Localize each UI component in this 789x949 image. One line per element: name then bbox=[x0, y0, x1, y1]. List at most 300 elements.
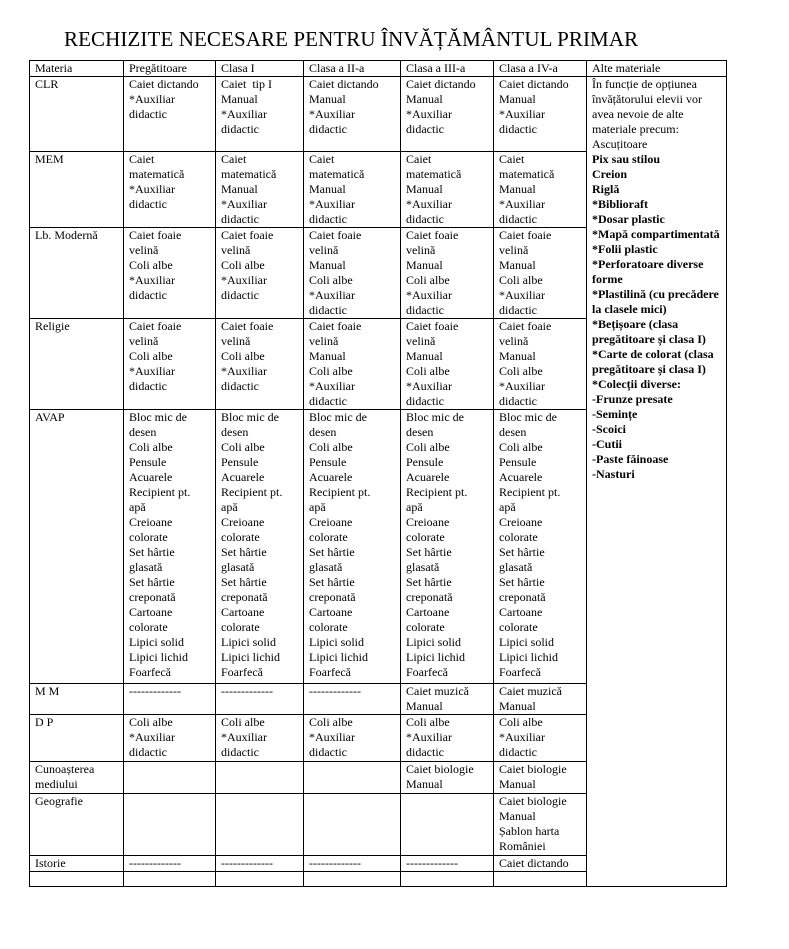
supply-item: Caiet dictando bbox=[129, 77, 199, 91]
supply-item: ------------- bbox=[309, 856, 361, 870]
supply-item: didactic bbox=[499, 212, 537, 226]
supply-item: velină bbox=[129, 334, 159, 348]
supply-item: Foarfecă bbox=[221, 665, 263, 679]
supply-item: Caiet muzică bbox=[406, 684, 469, 698]
supply-item: Coli albe bbox=[499, 273, 543, 287]
supply-item: *Auxiliar bbox=[309, 197, 355, 211]
supply-item: Coli albe bbox=[499, 440, 543, 454]
supply-item: Recipient pt. bbox=[406, 485, 468, 499]
supply-cell bbox=[124, 762, 216, 794]
supply-cell bbox=[494, 715, 587, 762]
subject-name: CLR bbox=[35, 77, 59, 91]
column-header: Alte materiale bbox=[587, 61, 727, 77]
supply-item: Coli albe bbox=[309, 364, 353, 378]
supply-item: apă bbox=[129, 500, 146, 514]
supply-cell bbox=[124, 794, 216, 856]
supply-cell bbox=[124, 715, 216, 762]
supply-item: didactic bbox=[129, 288, 167, 302]
supply-item: *Auxiliar bbox=[129, 273, 175, 287]
supply-cell bbox=[124, 872, 216, 887]
supply-item: Caiet muzică bbox=[499, 684, 562, 698]
subject-cell bbox=[30, 794, 124, 856]
supply-item: desen bbox=[499, 425, 527, 439]
column-header: Materia bbox=[30, 61, 124, 77]
supply-item: velină bbox=[221, 243, 251, 257]
supply-item: Caiet dictando bbox=[309, 77, 379, 91]
supply-cell bbox=[124, 152, 216, 228]
supply-item: glasată bbox=[309, 560, 343, 574]
supply-item: Set hârtie bbox=[499, 575, 545, 589]
supply-item: Manual bbox=[499, 809, 536, 823]
supply-item: Acuarele bbox=[221, 470, 265, 484]
other-material-item: *Dosar plastic bbox=[592, 212, 665, 226]
supply-item: didactic bbox=[221, 379, 259, 393]
supply-item: Caiet dictando bbox=[499, 856, 569, 870]
subject-cell bbox=[30, 684, 124, 715]
supply-item: Bloc mic de bbox=[309, 410, 367, 424]
supply-item: *Auxiliar bbox=[499, 107, 545, 121]
supply-item: Lipici lichid bbox=[406, 650, 465, 664]
supply-item: Set hârtie bbox=[221, 575, 267, 589]
supply-item: didactic bbox=[406, 745, 444, 759]
supply-cell bbox=[401, 872, 494, 887]
supply-cell bbox=[124, 319, 216, 410]
supply-item: Coli albe bbox=[221, 715, 265, 729]
column-header: Pregătitoare bbox=[124, 61, 216, 77]
subject-name: MEM bbox=[35, 152, 64, 166]
supply-item: Caiet bbox=[499, 152, 525, 166]
supply-cell bbox=[216, 872, 304, 887]
supply-item: colorate bbox=[499, 530, 538, 544]
supply-item: *Auxiliar bbox=[499, 197, 545, 211]
supply-item: Manual bbox=[406, 92, 443, 106]
supply-item: Manual bbox=[499, 92, 536, 106]
supply-item: Pensule bbox=[129, 455, 167, 469]
supply-item: velină bbox=[499, 243, 529, 257]
supply-item: Creioane bbox=[406, 515, 450, 529]
supply-item: Manual bbox=[406, 777, 443, 791]
supply-item: didactic bbox=[309, 303, 347, 317]
supply-item: Manual bbox=[406, 182, 443, 196]
supply-cell bbox=[494, 856, 587, 872]
supply-cell bbox=[304, 715, 401, 762]
supplies-table bbox=[29, 60, 727, 887]
other-material-item: Creion bbox=[592, 167, 628, 181]
supply-cell bbox=[216, 319, 304, 410]
supply-cell bbox=[401, 319, 494, 410]
subject-name: D P bbox=[35, 715, 54, 729]
supply-item: Pensule bbox=[309, 455, 347, 469]
supply-item: didactic bbox=[309, 212, 347, 226]
supply-cell bbox=[124, 684, 216, 715]
supply-item: Recipient pt. bbox=[129, 485, 191, 499]
supply-item: apă bbox=[309, 500, 326, 514]
supply-cell bbox=[124, 77, 216, 152]
supply-cell bbox=[494, 684, 587, 715]
supply-cell bbox=[494, 77, 587, 152]
supply-cell bbox=[401, 228, 494, 319]
supply-item: Caiet biologie bbox=[499, 762, 567, 776]
supply-item: Coli albe bbox=[499, 715, 543, 729]
supply-item: velină bbox=[499, 334, 529, 348]
subject-name: Geografie bbox=[35, 794, 83, 808]
supply-item: didactic bbox=[221, 288, 259, 302]
supply-item: didactic bbox=[309, 745, 347, 759]
supply-item: Pensule bbox=[221, 455, 259, 469]
supply-item: Recipient pt. bbox=[221, 485, 283, 499]
supply-item: Set hârtie bbox=[129, 575, 175, 589]
other-material-item: -Scoici bbox=[592, 422, 626, 436]
supply-item: didactic bbox=[406, 212, 444, 226]
supply-item: *Auxiliar bbox=[221, 107, 267, 121]
supply-item: Caiet foaie bbox=[129, 228, 182, 242]
supply-item: Caiet bbox=[309, 152, 335, 166]
supply-item: Cartoane bbox=[129, 605, 173, 619]
table-row bbox=[30, 77, 727, 152]
supply-item: Lipici lichid bbox=[499, 650, 558, 664]
other-material-item: *Carte de colorat (clasa pregătitoare și clasa I) bbox=[592, 347, 714, 376]
supply-item: velină bbox=[406, 334, 436, 348]
supply-item: *Auxiliar bbox=[129, 364, 175, 378]
supply-item: Manual bbox=[499, 258, 536, 272]
supply-cell bbox=[304, 856, 401, 872]
supply-cell bbox=[216, 152, 304, 228]
page-title: RECHIZITE NECESARE PENTRU ÎNVĂȚĂMÂNTUL PRIMAR bbox=[64, 27, 639, 51]
supply-item: Set hârtie bbox=[406, 575, 452, 589]
supply-item: ------------- bbox=[309, 684, 361, 698]
supply-cell bbox=[401, 77, 494, 152]
supply-cell bbox=[494, 794, 587, 856]
supply-item: Manual bbox=[499, 777, 536, 791]
supply-item: matematică bbox=[129, 167, 185, 181]
supply-cell bbox=[304, 319, 401, 410]
supply-cell bbox=[304, 152, 401, 228]
supply-item: Caiet bbox=[129, 152, 155, 166]
supply-cell bbox=[304, 228, 401, 319]
supply-item: Bloc mic de bbox=[499, 410, 557, 424]
supply-item: Caiet foaie bbox=[129, 319, 182, 333]
supply-item: *Auxiliar bbox=[129, 182, 175, 196]
other-material-item: *Colecții diverse: bbox=[592, 377, 681, 391]
supply-item: *Auxiliar bbox=[499, 379, 545, 393]
supply-cell bbox=[304, 410, 401, 684]
supply-item: apă bbox=[221, 500, 238, 514]
supply-item: desen bbox=[129, 425, 157, 439]
supply-item: creponată bbox=[129, 590, 176, 604]
other-material-item: -Cutii bbox=[592, 437, 622, 451]
supply-item: Foarfecă bbox=[406, 665, 448, 679]
supply-item: colorate bbox=[309, 530, 348, 544]
supply-item: Set hârtie bbox=[309, 545, 355, 559]
supply-item: didactic bbox=[406, 303, 444, 317]
other-material-item: -Paste făinoase bbox=[592, 452, 669, 466]
supply-item: Lipici lichid bbox=[221, 650, 280, 664]
supply-item: Caiet dictando bbox=[406, 77, 476, 91]
supply-item: Coli albe bbox=[499, 364, 543, 378]
supply-item: Coli albe bbox=[221, 349, 265, 363]
supply-item: Caiet bbox=[221, 152, 247, 166]
supply-item: Acuarele bbox=[309, 470, 353, 484]
subject-cell bbox=[30, 77, 124, 152]
supply-item: didactic bbox=[221, 122, 259, 136]
supply-item: Caiet foaie bbox=[221, 228, 274, 242]
supply-item: Creioane bbox=[221, 515, 265, 529]
supply-cell bbox=[304, 684, 401, 715]
other-material-item: *Mapă compartimentată bbox=[592, 227, 720, 241]
table-body bbox=[30, 77, 727, 887]
supply-item: matematică bbox=[406, 167, 462, 181]
supply-item: glasată bbox=[129, 560, 163, 574]
other-material-item: *Plastilină (cu precădere la clasele mici) bbox=[592, 287, 719, 316]
other-material-item: Riglă bbox=[592, 182, 620, 196]
supply-cell bbox=[216, 228, 304, 319]
supply-item: Manual bbox=[309, 92, 346, 106]
supply-item: *Auxiliar bbox=[406, 730, 452, 744]
supply-cell bbox=[401, 762, 494, 794]
supply-item: Coli albe bbox=[221, 258, 265, 272]
supply-item: Bloc mic de bbox=[406, 410, 464, 424]
supply-item: Caiet tip I bbox=[221, 77, 272, 91]
other-material-item: *Bețișoare (clasa pregătitoare și clasa I) bbox=[592, 317, 706, 346]
supply-cell bbox=[216, 856, 304, 872]
column-header: Clasa a IV-a bbox=[494, 61, 587, 77]
other-material-item: -Semințe bbox=[592, 407, 638, 421]
supply-item: Caiet dictando bbox=[499, 77, 569, 91]
supply-item: Manual bbox=[406, 349, 443, 363]
subject-cell bbox=[30, 410, 124, 684]
supply-cell bbox=[494, 762, 587, 794]
supply-item: colorate bbox=[406, 530, 445, 544]
other-material-item: -Nasturi bbox=[592, 467, 635, 481]
supply-item: didactic bbox=[499, 122, 537, 136]
supply-cell bbox=[494, 228, 587, 319]
supply-item: *Auxiliar bbox=[406, 379, 452, 393]
supply-item: velină bbox=[309, 243, 339, 257]
supply-item: didactic bbox=[406, 122, 444, 136]
supply-item: Acuarele bbox=[406, 470, 450, 484]
subject-cell bbox=[30, 228, 124, 319]
supply-cell bbox=[304, 872, 401, 887]
supply-item: Caiet foaie bbox=[499, 228, 552, 242]
supply-item: glasată bbox=[221, 560, 255, 574]
supply-item: Coli albe bbox=[129, 715, 173, 729]
supply-item: Lipici solid bbox=[129, 635, 184, 649]
supply-cell bbox=[401, 152, 494, 228]
supply-item: *Auxiliar bbox=[221, 730, 267, 744]
supply-item: Manual bbox=[221, 92, 258, 106]
supply-item: Cartoane bbox=[309, 605, 353, 619]
supply-item: Lipici solid bbox=[406, 635, 461, 649]
supply-item: colorate bbox=[221, 620, 260, 634]
subject-name: Istorie bbox=[35, 856, 66, 870]
supply-item: Caiet foaie bbox=[499, 319, 552, 333]
supply-item: didactic bbox=[221, 745, 259, 759]
supply-item: *Auxiliar bbox=[221, 273, 267, 287]
supply-item: velină bbox=[129, 243, 159, 257]
supply-item: didactic bbox=[499, 303, 537, 317]
column-header: Clasa I bbox=[216, 61, 304, 77]
supply-item: *Auxiliar bbox=[499, 288, 545, 302]
supply-item: didactic bbox=[129, 745, 167, 759]
supply-cell bbox=[216, 762, 304, 794]
supply-item: Caiet foaie bbox=[406, 228, 459, 242]
supply-item: Coli albe bbox=[221, 440, 265, 454]
supply-item: creponată bbox=[406, 590, 453, 604]
supply-item: didactic bbox=[499, 745, 537, 759]
supply-item: creponată bbox=[221, 590, 268, 604]
supply-cell bbox=[124, 856, 216, 872]
supply-item: glasată bbox=[499, 560, 533, 574]
supply-cell bbox=[216, 410, 304, 684]
supply-item: Acuarele bbox=[129, 470, 173, 484]
supply-cell bbox=[401, 794, 494, 856]
supply-item: Pensule bbox=[406, 455, 444, 469]
supply-cell bbox=[494, 872, 587, 887]
supply-item: Caiet bbox=[406, 152, 432, 166]
supply-cell bbox=[494, 152, 587, 228]
subject-name: mediului bbox=[35, 777, 78, 791]
supply-item: Manual bbox=[499, 349, 536, 363]
supply-cell bbox=[304, 77, 401, 152]
supply-cell bbox=[401, 856, 494, 872]
supply-item: creponată bbox=[499, 590, 546, 604]
supply-item: colorate bbox=[129, 620, 168, 634]
subject-name: AVAP bbox=[35, 410, 65, 424]
supply-item: Acuarele bbox=[499, 470, 543, 484]
supply-item: ------------- bbox=[221, 856, 273, 870]
subject-cell bbox=[30, 856, 124, 872]
supply-item: Coli albe bbox=[309, 715, 353, 729]
other-material-item: Ascuțitoare bbox=[592, 137, 648, 151]
subject-cell bbox=[30, 152, 124, 228]
supply-item: creponată bbox=[309, 590, 356, 604]
supply-item: *Auxiliar bbox=[406, 288, 452, 302]
supply-item: didactic bbox=[221, 212, 259, 226]
supply-item: Set hârtie bbox=[221, 545, 267, 559]
supply-item: velină bbox=[221, 334, 251, 348]
header-row bbox=[30, 61, 727, 77]
supply-item: didactic bbox=[309, 122, 347, 136]
supply-item: Lipici lichid bbox=[129, 650, 188, 664]
supply-item: Set hârtie bbox=[499, 545, 545, 559]
other-material-item: Pix sau stilou bbox=[592, 152, 661, 166]
supply-item: apă bbox=[499, 500, 516, 514]
supply-item: *Auxiliar bbox=[499, 730, 545, 744]
supply-item: didactic bbox=[309, 394, 347, 408]
supply-item: Bloc mic de bbox=[221, 410, 279, 424]
supply-item: matematică bbox=[221, 167, 277, 181]
supply-item: Coli albe bbox=[406, 715, 450, 729]
supply-item: *Auxiliar bbox=[309, 107, 355, 121]
supply-item: ------------- bbox=[406, 856, 458, 870]
supply-item: didactic bbox=[499, 394, 537, 408]
supply-item: Manual bbox=[309, 258, 346, 272]
supply-item: *Auxiliar bbox=[309, 730, 355, 744]
column-header: Clasa a III-a bbox=[401, 61, 494, 77]
supply-item: Coli albe bbox=[406, 440, 450, 454]
supply-item: *Auxiliar bbox=[221, 197, 267, 211]
supply-item: velină bbox=[406, 243, 436, 257]
supply-item: matematică bbox=[499, 167, 555, 181]
supply-item: Cartoane bbox=[221, 605, 265, 619]
other-material-item: *Folii plastic bbox=[592, 242, 658, 256]
supply-item: Set hârtie bbox=[406, 545, 452, 559]
supply-item: Cartoane bbox=[499, 605, 543, 619]
supply-item: apă bbox=[406, 500, 423, 514]
supply-item: Cartoane bbox=[406, 605, 450, 619]
supply-item: Lipici solid bbox=[221, 635, 276, 649]
supply-item: Lipici solid bbox=[309, 635, 364, 649]
column-header: Clasa a II-a bbox=[304, 61, 401, 77]
supply-item: Creioane bbox=[499, 515, 543, 529]
supply-item: didactic bbox=[129, 379, 167, 393]
subject-cell bbox=[30, 762, 124, 794]
supply-item: Caiet foaie bbox=[309, 319, 362, 333]
supply-item: Foarfecă bbox=[129, 665, 171, 679]
supply-item: colorate bbox=[221, 530, 260, 544]
supply-item: Caiet foaie bbox=[309, 228, 362, 242]
subject-cell bbox=[30, 715, 124, 762]
supply-item: Set hârtie bbox=[309, 575, 355, 589]
subject-cell bbox=[30, 319, 124, 410]
supply-cell bbox=[401, 410, 494, 684]
supply-item: colorate bbox=[499, 620, 538, 634]
supply-cell bbox=[216, 715, 304, 762]
supply-cell bbox=[124, 410, 216, 684]
supply-item: *Auxiliar bbox=[406, 197, 452, 211]
supply-item: Coli albe bbox=[406, 364, 450, 378]
supply-item: Lipici lichid bbox=[309, 650, 368, 664]
supply-item: Bloc mic de bbox=[129, 410, 187, 424]
supply-cell bbox=[216, 794, 304, 856]
supply-item: Manual bbox=[221, 182, 258, 196]
supply-cell bbox=[304, 794, 401, 856]
supply-item: Coli albe bbox=[406, 273, 450, 287]
other-materials-intro: În funcție de opțiunea învățătorului elevii vor avea nevoie de alte materiale precum: bbox=[592, 77, 702, 136]
supply-item: Coli albe bbox=[129, 258, 173, 272]
other-material-item: *Perforatoare diverse forme bbox=[592, 257, 704, 286]
supply-item: Caiet foaie bbox=[221, 319, 274, 333]
subject-name: Lb. Modernă bbox=[35, 228, 98, 242]
other-material-item: -Frunze presate bbox=[592, 392, 673, 406]
supply-cell bbox=[216, 684, 304, 715]
supply-item: velină bbox=[309, 334, 339, 348]
supply-item: desen bbox=[221, 425, 249, 439]
supply-item: Lipici solid bbox=[499, 635, 554, 649]
supply-item: Coli albe bbox=[309, 440, 353, 454]
supply-item: ------------- bbox=[129, 684, 181, 698]
supply-item: Set hârtie bbox=[129, 545, 175, 559]
supply-item: desen bbox=[406, 425, 434, 439]
supply-item: Manual bbox=[499, 182, 536, 196]
supply-item: Recipient pt. bbox=[309, 485, 371, 499]
supply-item: desen bbox=[309, 425, 337, 439]
supply-item: Șablon harta bbox=[499, 824, 560, 838]
supply-item: *Auxiliar bbox=[129, 730, 175, 744]
supply-item: Caiet biologie bbox=[406, 762, 474, 776]
supply-cell bbox=[124, 228, 216, 319]
supply-item: Foarfecă bbox=[499, 665, 541, 679]
supply-item: Foarfecă bbox=[309, 665, 351, 679]
supply-item: colorate bbox=[129, 530, 168, 544]
supply-cell bbox=[494, 319, 587, 410]
supply-cell bbox=[304, 762, 401, 794]
supply-item: didactic bbox=[406, 394, 444, 408]
supply-item: Caiet biologie bbox=[499, 794, 567, 808]
other-materials-cell bbox=[587, 77, 727, 887]
subject-name: Cunoașterea bbox=[35, 762, 95, 776]
subject-cell bbox=[30, 872, 124, 887]
